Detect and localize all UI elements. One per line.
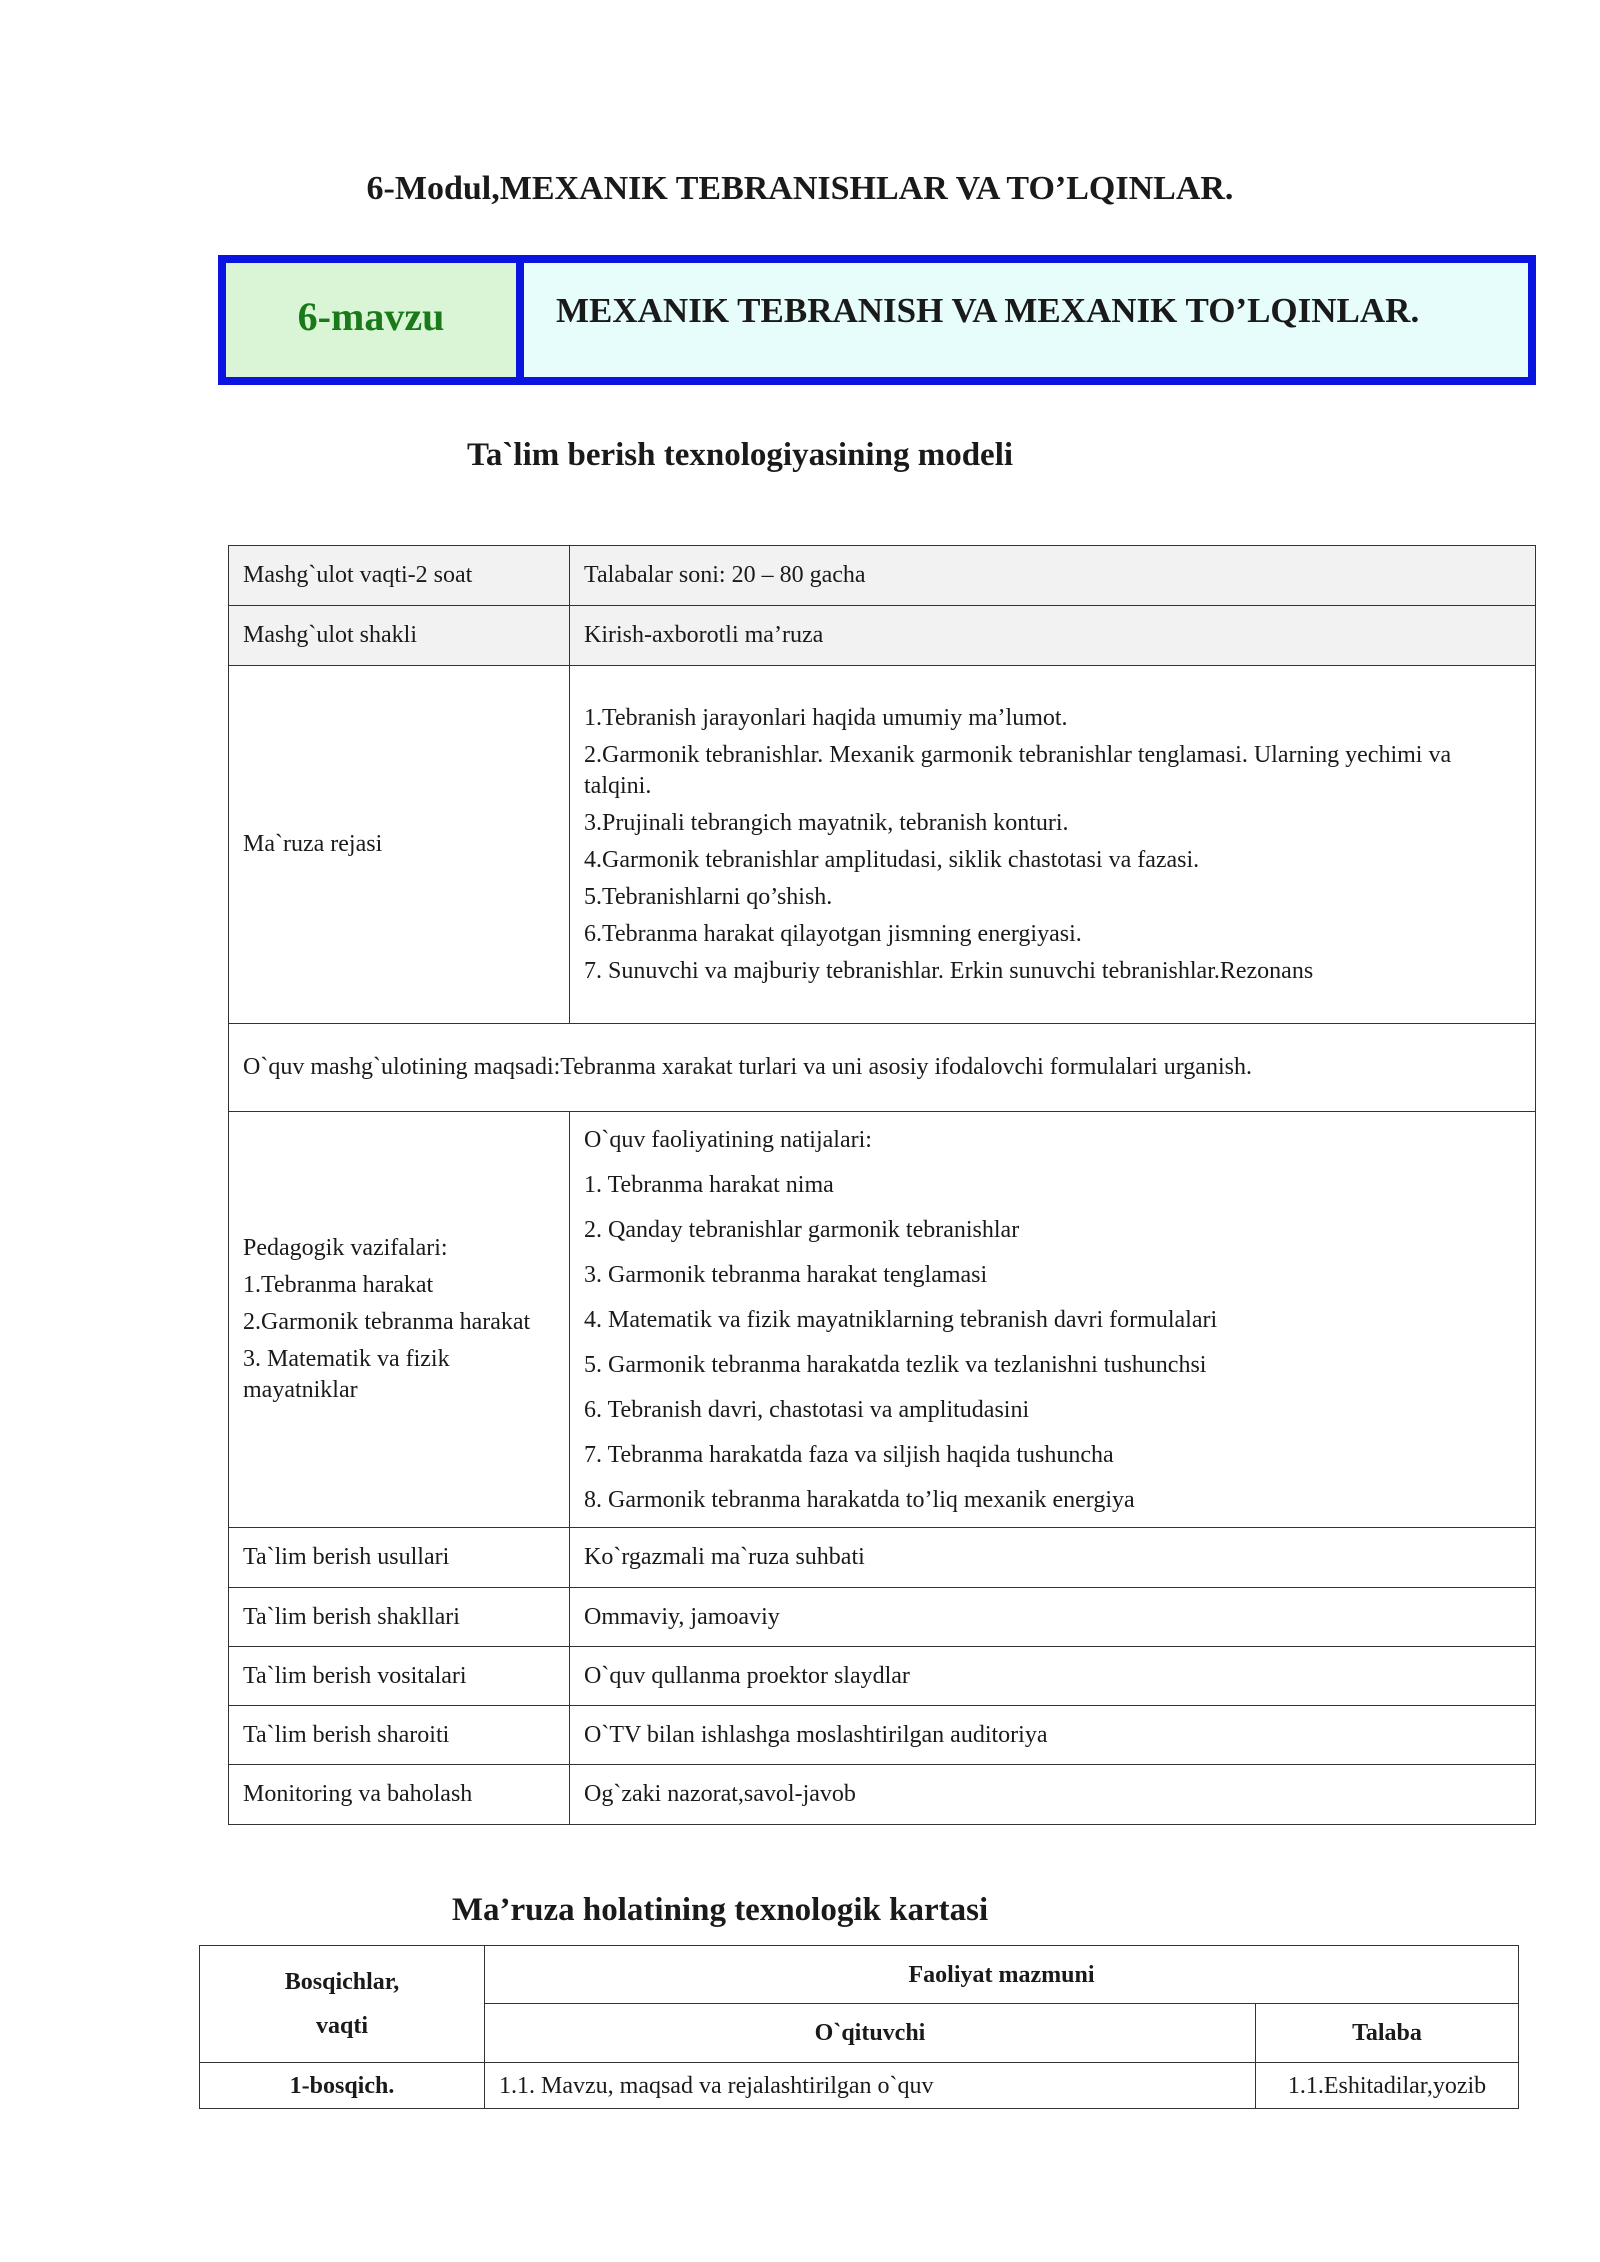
student-header: Talaba	[1256, 2004, 1519, 2063]
result-item: 1. Tebranma harakat nima	[584, 1171, 834, 1198]
form-label: Mashg`ulot shakli	[229, 606, 570, 666]
stages-line1: Bosqichlar,	[284, 1969, 400, 1995]
tasks-cell	[229, 1112, 570, 1528]
result-item: 4. Matematik va fizik mayatniklarning tebranish davri formulalari	[584, 1306, 1218, 1333]
row-label: Ta`lim berish sharoiti	[229, 1706, 570, 1765]
goal-cell: O`quv mashg`ulotining maqsadi:Tebranma xarakat turlari va uni asosiy ifodalovchi formulalari urganish.	[229, 1024, 1536, 1112]
result-item: 3. Garmonik tebranma harakat tenglamasi	[584, 1261, 988, 1288]
row-value: Ko`rgazmali ma`ruza suhbati	[570, 1528, 1536, 1588]
result-item: 6. Tebranish davri, chastotasi va amplitudasini	[584, 1396, 1030, 1423]
plan-item: 2.Garmonik tebranishlar. Mexanik garmonik tebranishlar tenglamasi. Ularning yechimi va talqini.	[584, 741, 1452, 799]
result-item: 5. Garmonik tebranma harakatda tezlik va tezlanishni tushunchsi	[584, 1351, 1207, 1378]
content-header: Faoliyat mazmuni	[485, 1946, 1519, 2004]
task-item: 2.Garmonik tebranma harakat	[243, 1309, 531, 1335]
row-value: O`TV bilan ishlashga moslashtirilgan auditoriya	[570, 1706, 1536, 1765]
result-item: 2. Qanday tebranishlar garmonik tebranishlar	[584, 1216, 1020, 1243]
plan-item: 1.Tebranish jarayonlari haqida umumiy ma’lumot.	[584, 704, 1068, 731]
plan-item: 7. Sunuvchi va majburiy tebranishlar. Erkin sunuvchi tebranishlar.Rezonans	[584, 957, 1314, 984]
row-label: Ta`lim berish shakllari	[229, 1588, 570, 1647]
plan-item: 3.Prujinali tebrangich mayatnik, tebranish konturi.	[584, 809, 1069, 836]
stage-cell: 1-bosqich.	[200, 2063, 485, 2109]
result-item: 8. Garmonik tebranma harakatda to’liq mexanik energiya	[584, 1486, 1135, 1513]
plan-item: 6.Tebranma harakat qilayotgan jismning energiyasi.	[584, 920, 1082, 947]
student-cell: 1.1.Eshitadilar,yozib	[1256, 2063, 1519, 2109]
plan-item: 4.Garmonik tebranishlar amplitudasi, siklik chastotasi va fazasi.	[584, 846, 1200, 873]
time-cell: Mashg`ulot vaqti-2 soat	[229, 546, 570, 606]
plan-list	[570, 666, 1536, 1024]
topic-title: MEXANIK TEBRANISH VA MEXANIK TO’LQINLAR.	[524, 263, 1528, 377]
row-label: Ta`lim berish usullari	[229, 1528, 570, 1588]
row-label: Ta`lim berish vositalari	[229, 1647, 570, 1706]
results-cell	[570, 1112, 1536, 1528]
result-item: 7. Tebranma harakatda faza va siljish haqida tushuncha	[584, 1441, 1114, 1468]
teacher-cell: 1.1. Mavzu, maqsad va rejalashtirilgan o`quv	[485, 2063, 1256, 2109]
topic-number: 6-mavzu	[226, 263, 524, 377]
row-value: O`quv qullanma proektor slaydlar	[570, 1647, 1536, 1706]
results-title: O`quv faoliyatining natijalari:	[584, 1126, 872, 1153]
teacher-header: O`qituvchi	[485, 2004, 1256, 2063]
task-item: 3. Matematik va fizik mayatniklar	[243, 1346, 450, 1403]
row-value: Og`zaki nazorat,savol-javob	[570, 1765, 1536, 1825]
form-value: Kirish-axborotli ma’ruza	[570, 606, 1536, 666]
stages-header	[200, 1946, 485, 2063]
task-item: 1.Tebranma harakat	[243, 1272, 434, 1298]
topic-box	[218, 255, 1536, 385]
model-heading: Ta`lim berish texnologiyasining modeli	[466, 437, 1014, 473]
module-title: 6-Modul,MEXANIK TEBRANISHLAR VA TO’LQINLAR.	[366, 170, 1234, 207]
stages-line2: vaqti	[315, 2013, 368, 2039]
row-value: Ommaviy, jamoaviy	[570, 1588, 1536, 1647]
row-label: Monitoring va baholash	[229, 1765, 570, 1825]
model-table	[228, 545, 1536, 1825]
plan-label: Ma`ruza rejasi	[229, 666, 570, 1024]
tech-card-table	[199, 1945, 1519, 2109]
card-heading: Ma’ruza holatining texnologik kartasi	[451, 1892, 989, 1928]
students-cell: Talabalar soni: 20 – 80 gacha	[570, 546, 1536, 606]
plan-item: 5.Tebranishlarni qo’shish.	[584, 883, 833, 910]
tasks-title: Pedagogik vazifalari:	[243, 1235, 448, 1261]
